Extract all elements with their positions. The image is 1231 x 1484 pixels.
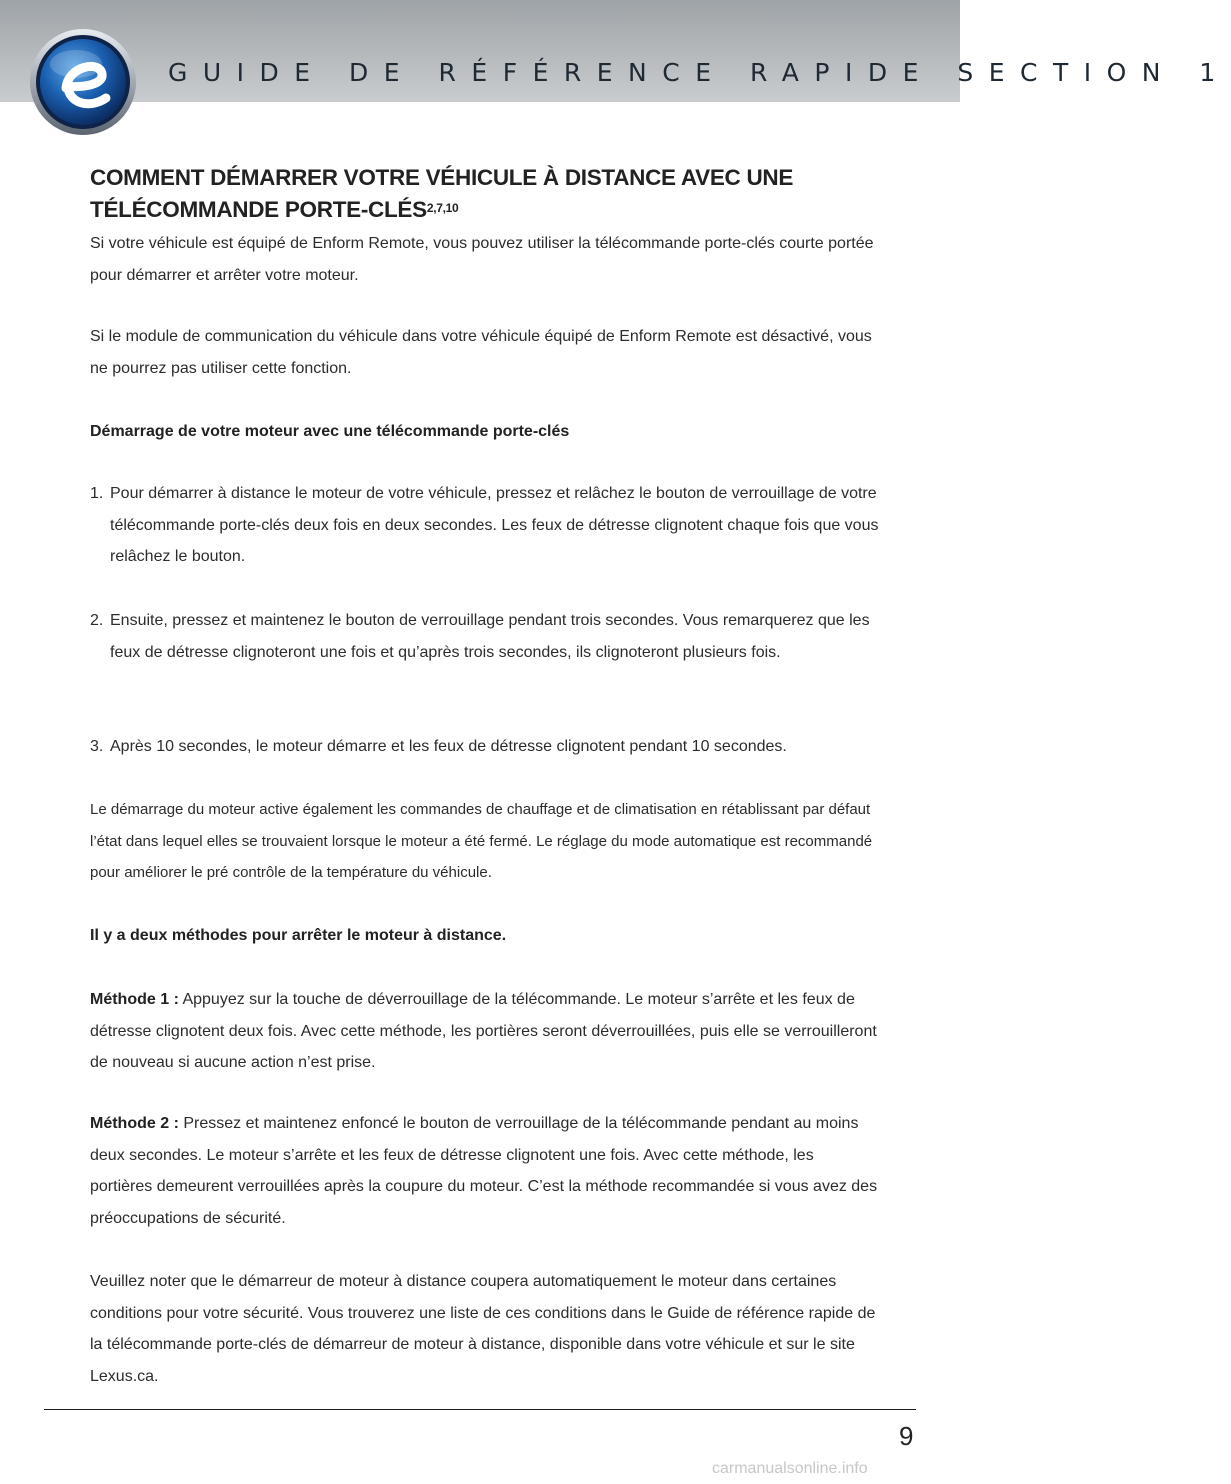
method-label: Méthode 2 : [90, 1115, 179, 1132]
heading-line-2: TÉLÉCOMMANDE PORTE-CLÉS [90, 197, 427, 222]
page-heading [90, 162, 880, 226]
step-3 [90, 731, 880, 763]
step-text: Ensuite, pressez et maintenez le bouton de verrouillage pendant trois secondes. Vous remarquerez que les feux de détresse clignoteront une fois et qu’après trois secondes, ils clignoteront plusieurs fois. [110, 612, 870, 661]
watermark: carmanualsonline.info [712, 1460, 868, 1477]
method-text: Pressez et maintenez enfoncé le bouton de verrouillage de la télécommande pendant au moins deux secondes. Le moteur s’arrête et les feux de détresse clignotent une fois. Avec cette méthode, les portières demeurent verrouillées après la coupure du moteur. C’est la méthode recommandée si vous avez des préoccupations de sécurité. [90, 1115, 878, 1227]
step-2 [90, 605, 880, 668]
step-number: 2. [90, 612, 104, 629]
method-1 [90, 984, 880, 1079]
heading-line-1: COMMENT DÉMARRER VOTRE VÉHICULE À DISTANCE AVEC UNE [90, 165, 794, 190]
heading-footnote-refs: 2,7,10 [426, 201, 459, 215]
footer-divider [44, 1409, 916, 1410]
step-text: Après 10 secondes, le moteur démarre et les feux de détresse clignotent pendant 10 secondes. [110, 738, 787, 755]
step-1 [90, 478, 880, 573]
step-text: Pour démarrer à distance le moteur de votre véhicule, pressez et relâchez le bouton de verrouillage de votre télécommande porte-clés deux fois en deux secondes. Les feux de détresse clignotent chaque fois que vous relâchez le bouton. [110, 485, 879, 565]
start-subheading: Démarrage de votre moteur avec une télécommande porte-clés [90, 423, 570, 440]
step-number: 3. [90, 738, 104, 755]
intro-paragraph-2: Si le module de communication du véhicule dans votre véhicule équipé de Enform Remote est désactivé, vous ne pourrez pas utiliser cette fonction. [90, 328, 872, 377]
stop-subheading: Il y a deux méthodes pour arrêter le moteur à distance. [90, 927, 507, 944]
enform-logo-icon [28, 26, 138, 138]
intro-paragraph-1: Si votre véhicule est équipé de Enform Remote, vous pouvez utiliser la télécommande porte-clés courte portée pour démarrer et arrêter votre moteur. [90, 235, 874, 284]
page-number: 9 [899, 1421, 914, 1451]
method-text: Appuyez sur la touche de déverrouillage de la télécommande. Le moteur s’arrête et les feux de détresse clignotent deux fois. Avec cette méthode, les portières seront déverrouillées, puis elle se verrouilleront de nouveau si aucune action n’est prise. [90, 991, 877, 1071]
step-number: 1. [90, 485, 104, 502]
method-2 [90, 1108, 880, 1234]
climate-note: Le démarrage du moteur active également les commandes de chauffage et de climatisation en rétablissant par défaut l’état dans lequel elles se trouvaient lorsque le moteur a été fermé. Le réglage du mode automatique est recommandé pour améliorer le pré contrôle de la température du véhicule. [90, 801, 873, 881]
method-label: Méthode 1 : [90, 991, 179, 1008]
closing-note: Veuillez noter que le démarreur de moteur à distance coupera automatiquement le moteur dans certaines conditions pour votre sécurité. Vous trouverez une liste de ces conditions dans le Guide de référence rapide de la télécommande porte-clés de démarreur de moteur à distance, disponible dans votre véhicule et sur le site Lexus.ca. [90, 1273, 876, 1385]
section-title: GUIDE DE RÉFÉRENCE RAPIDE SECTION 1 [168, 58, 1231, 87]
